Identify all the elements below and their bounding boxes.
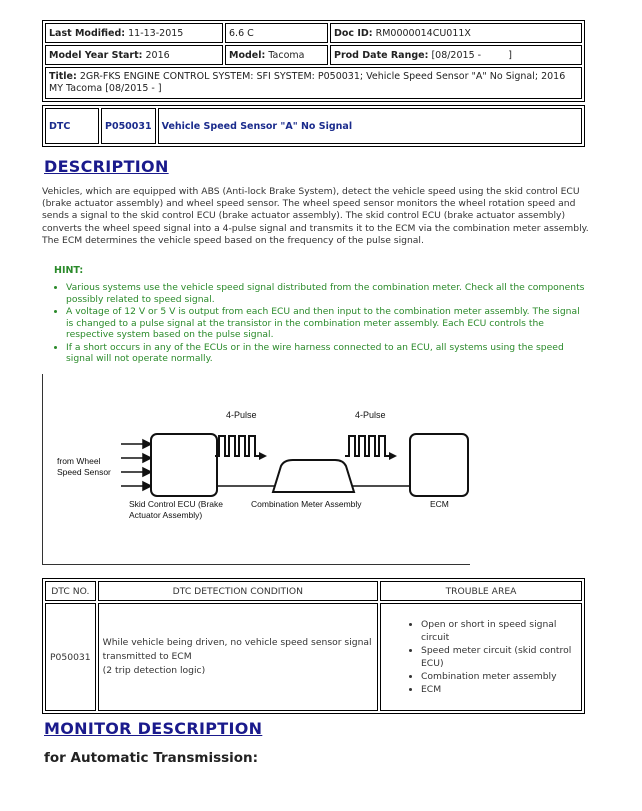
col-header-trouble-area: TROUBLE AREA (380, 581, 582, 601)
monitor-subheading: for Automatic Transmission: (44, 750, 259, 766)
dtc-name: Vehicle Speed Sensor "A" No Signal (158, 108, 582, 144)
speed-sensor-label: Speed Sensor (57, 467, 111, 477)
dtc-condition-table (42, 578, 585, 714)
document-meta-table (42, 20, 585, 102)
version-cell: 6.6 C (225, 23, 328, 43)
hint-item: • Various systems use the vehicle speed signal distributed from the combination meter. Check all the components possibly related to speed signal. (66, 282, 586, 305)
pulse-right-label: 4-Pulse (355, 410, 386, 420)
signal-diagram-svg (43, 374, 470, 564)
meter-label: Combination Meter Assembly (251, 499, 362, 509)
skid-control-ecu-box (151, 434, 217, 496)
pulse-left-arrow (259, 452, 267, 460)
pulse-left-waveform (215, 436, 263, 456)
dtc-header-table (42, 105, 585, 147)
dtc-code: P050031 (101, 108, 156, 144)
hint-item: • A voltage of 12 V or 5 V is output from each ECU and then input to the combination meter assembly. The signal is changed to a pulse signal at the transistor in the combination meter assembly. Each ECU controls the respective system based on the pulse signal. (66, 306, 586, 341)
hint-item: • If a short occurs in any of the ECUs or in the wire harness connected to an ECU, all systems using the speed signal will not operate normally. (66, 342, 586, 365)
trouble-area-item: • Speed meter circuit (skid control ECU) (421, 644, 577, 670)
cell-dtc-code: P050031 (45, 603, 96, 711)
ecm-label: ECM (430, 499, 449, 509)
dtc-label: DTC (45, 108, 99, 144)
doc-id-cell: Doc ID: RM0000014CU011X (330, 23, 582, 43)
monitor-heading: MONITOR DESCRIPTION (44, 719, 263, 738)
trouble-area-item: • Combination meter assembly (421, 670, 577, 683)
from-wheel-label: from Wheel (57, 456, 101, 466)
col-header-dtc-no: DTC NO. (45, 581, 96, 601)
pulse-right-waveform (345, 436, 393, 456)
description-text: Vehicles, which are equipped with ABS (Anti-lock Brake System), detect the vehicle speed using the skid control ECU (brake actuator assembly) and wheel speed sensor. The wheel speed sensor monitors the wheel rotation speed and sends a signal to the skid control ECU (brake actuator assembly). The skid control ECU (brake actuator assembly) converts the wheel speed signal into a 4-pulse signal and transmits it to the ECM via the combination meter assembly. The ECM determines the vehicle speed based on the frequency of the pulse signal. (42, 186, 589, 246)
model-year-cell: Model Year Start: 2016 (45, 45, 223, 65)
description-heading: DESCRIPTION (44, 157, 169, 176)
pulse-left-label: 4-Pulse (226, 410, 257, 420)
hint-title: HINT: (54, 265, 84, 276)
last-modified-cell: Last Modified: 11-13-2015 (45, 23, 223, 43)
cell-condition: While vehicle being driven, no vehicle speed sensor signal transmitted to ECM (2 trip detection logic) (98, 603, 378, 711)
skid-ecu-label-2: Actuator Assembly) (129, 510, 203, 520)
signal-diagram (42, 374, 470, 565)
trouble-area-item: • Open or short in speed signal circuit (421, 618, 577, 644)
skid-ecu-label-1: Skid Control ECU (Brake (129, 499, 224, 509)
combination-meter-shape (273, 460, 354, 492)
hint-list (54, 282, 586, 366)
trouble-area-item: • ECM (421, 683, 577, 696)
ecm-box (410, 434, 468, 496)
model-cell: Model: Tacoma (225, 45, 328, 65)
pulse-right-arrow (389, 452, 397, 460)
title-cell: Title: 2GR-FKS ENGINE CONTROL SYSTEM: SFI SYSTEM: P050031; Vehicle Speed Sensor "A" No Signal; 2016 MY Tacoma [08/2015 - ] (45, 67, 582, 99)
prod-range-cell: Prod Date Range: [08/2015 - ] (330, 45, 582, 65)
cell-trouble-area (380, 603, 582, 711)
input-arrows (121, 440, 151, 490)
col-header-condition: DTC DETECTION CONDITION (98, 581, 378, 601)
